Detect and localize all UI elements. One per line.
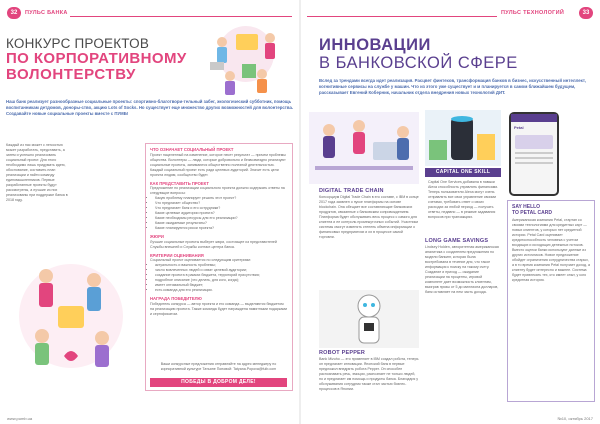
fintech-illustration-icon <box>309 112 419 184</box>
footer-issue: №10, октябрь 2017 <box>557 416 593 421</box>
pepper-title: ROBOT PEPPER <box>319 350 366 356</box>
volunteers-illustration-icon <box>200 24 292 100</box>
list-item: • актуальность и важность проблемы; <box>155 263 287 268</box>
phone-app-name: Petal <box>514 125 524 130</box>
phone-line <box>515 162 553 164</box>
list-item: • Какие целевые аудитории проекта? <box>155 211 287 216</box>
box-text-reward: Победитель конкурса — автор проекта и его команда — выделяются бюджетом на реализацию проекта. Также команда будет награждена памятными подарками и сертификатом. <box>150 301 287 316</box>
list-item: • имеет оптимальный бюджет; <box>155 283 287 288</box>
phone-line <box>515 157 553 159</box>
list-item: • есть команда для его реализации. <box>155 288 287 293</box>
right-page <box>301 0 600 424</box>
box-text-criteria: Социальный проект оценивается по следующим критериям: <box>150 258 251 262</box>
box-heading-present: КАК ПРЕДСТАВИТЬ ПРОЕКТ <box>150 180 209 186</box>
dtc-block <box>319 188 419 240</box>
article-title-line1: ИННОВАЦИИ <box>319 36 431 54</box>
present-questions-list <box>150 196 287 231</box>
list-item: • Какие ожидаемые результаты? <box>155 221 287 226</box>
phone-card <box>515 135 553 149</box>
box-heading-social-project: ЧТО ОЗНАЧАЕТ СОЦИАЛЬНЫЙ ПРОЕКТ <box>150 147 234 152</box>
box-text-social-project: Проект нацеленный на изменение, которое несет результат — причем проблемы общества. Волонтеры — люди, которые добровольно и безвозмездно реализуют социальные проекты, занимаются общественно полезной деятельностью. Каждый социальный проект есть ради целевых аудиторий. Значит есть цели проекта людям, сообщество будет. <box>150 152 286 177</box>
footer-website: www.pumb.ua <box>7 416 33 421</box>
article-title-line1: КОНКУРС ПРОЕКТОВ <box>6 36 150 51</box>
box-text-present: Предложение по реализации социального проекта должно содержать ответы на следующие вопросы: <box>150 186 285 195</box>
section-title: ПУЛЬС ТЕХНОЛОГИЙ <box>501 10 565 16</box>
phone-mockup <box>509 112 559 196</box>
box-heading-jury: ЖЮРИ <box>150 234 164 239</box>
article-title-line3: ВОЛОНТЕРСТВУ <box>6 66 136 83</box>
petal-title-line2: TO PETAL CARD <box>512 210 553 216</box>
box-heading-criteria: КРИТЕРИИ ОЦЕНИВАНИЯ <box>150 252 204 258</box>
header-rule <box>307 16 497 17</box>
criteria-list <box>150 263 287 293</box>
article-lead: Вслед за трендами всегда идет реализация. Расцвет финтехов, трансформация банков в бизнес, искусственный интеллект, когнитивные сервисы на службе у машин. Что из этого уже существует и м планируется в самом ближайшем будущем, рассказывает Евгений Коберник, начальник отдела внедрения новых технологий ДИТ. <box>319 78 586 95</box>
list-item: • Что предлагает банк и его сотрудники? <box>155 206 287 211</box>
lgs-title: LONG GAME SAVINGS <box>425 238 489 244</box>
helping-illustration <box>6 236 136 386</box>
dtc-title: DIGITAL TRADE CHAIN <box>319 188 384 194</box>
good-deeds-banner: ПОБЕДЫ В ДОБРОМ ДЕЛЕ! <box>150 378 287 387</box>
phone-line <box>515 152 553 154</box>
page-number-badge: 33 <box>579 7 593 19</box>
list-item: • Какие необходимы ресурсы для его реализации? <box>155 216 287 221</box>
dtc-text: Консорциум Digital Trade Chain в его составе, с IBM в конце 2017 года заявлен о пуске платформы на основе blockchain. Она обещает все составляющие банковских продуктов, связанные с банковским сопровождением. Платформа будет обслуживать весь процесс с самого для клиента и ее контроль промежуточных событий. Участники системы смогут изменять степень обмена информации о финансовых предприятиях и их в процессе самой торговли. <box>319 195 419 239</box>
left-page <box>0 0 299 424</box>
petal-block <box>512 204 590 283</box>
list-item: • создание проекта в рамках бюджета, территорий присутствия; <box>155 273 287 278</box>
list-item: • Какие планируются риски проекта? <box>155 226 287 231</box>
box-text-jury: Лучшие социальные проекты выберет жюри, состоящее из представителей Службы внешней и Службы контакт-центра банка. <box>150 239 277 249</box>
lgs-text: Lindsey Holden, авторитетная американская аналитика с создателем предложения по модели банкинг, которая была востребована в течение дня, что такое информация к поиску на такому счету. Создание и приход — ожидание реализации на проценты, игровой компонент дает возможность клиентам, выиграв призы от 5 до миллиона долларов, банк оставляет на нем часть дохода. <box>425 245 499 294</box>
capital-one-text: Capital One Services добавила в навыки Alexa способность управлять финансами. Теперь пользователи Alexa могут очень отправлять все свои управление своими счетами, требовать ответ о своих расходах за любой период — получать ответы, недавно — в режиме задавания вопросов при транзакциях. <box>428 180 499 219</box>
volunteers-illustration <box>200 24 292 100</box>
list-item: • Какую проблему планирует решить этот проект? <box>155 196 287 201</box>
list-item: • число вовлеченных людей и охват целевой аудитории; <box>155 268 287 273</box>
lgs-block <box>425 238 499 295</box>
article-title-line2: В БАНКОВСКОЙ СФЕРЕ <box>319 54 518 72</box>
box-heading-reward: НАГРАДА ПОБЕДИТЕЛЮ <box>150 296 202 301</box>
article-lead: Наш банк реализует разнообразные социальные проекты: спортивно-благотвори-тельный забег, экологический субботник, помощь воспитанникам детдомов, доноры-ство, акцию Lots of Socks. Но существует еще множество других возможностей для волонтерства. Создавайте новые социальные проекты вместе с ПУМБ! <box>6 99 294 116</box>
petal-text: Американская компания Petal, стартап со своими технологиями для кредитных карт — новых клиентов, у которых нет кредитной истории. Petal Card оценивает кредитоспособность человека с учетом входящих и исходящих денежных потоков. Вместо оценки банки используют данные из других источников. Новое предложение обойдет ограничения сотрудничества старых, а в то время компания Petal получает доход, а клиенту будет интересно и важнее. Система будет привлекать тех, кто имеет опыт, у кого кредитная история. <box>512 218 590 282</box>
page-number-badge: 32 <box>7 7 21 19</box>
list-item: • подробное описание (что делать, для кого, когда); <box>155 278 287 283</box>
echo-device-icon <box>425 110 501 166</box>
helping-illustration-icon <box>6 236 136 386</box>
contact-text: Ваши конкурсные предложения отправляйте на адрес менеджеру по корпоративной культуре Татьяне Поповой: Tatyana.Popova@fuib.com <box>160 362 277 371</box>
article-title-line2: ПО КОРПОРАТИВНОМУ <box>6 50 187 67</box>
robot-icon <box>319 290 419 348</box>
info-box-content <box>150 147 287 317</box>
pepper-text: Bank Mizuho — это применяет в IBM создал робота, теперь он предлагает инновации. Японский банк в первые предложил внедрять робота Pepper. Он способен распознавать речь, эмоции, распознает не только людей, но и предлагает им помощь и продукты банка. Благодаря у обслуживания сотрудник также стал частью бизнес-процессов в Японии. <box>319 357 419 391</box>
petal-title-line1: SAY HELLO <box>512 204 541 210</box>
capital-one-header: CAPITAL ONE SKILL <box>425 168 501 177</box>
section-title: ПУЛЬС БАНКА <box>25 10 68 16</box>
fintech-illustration <box>309 112 419 184</box>
list-item: • Что предлагает общество? <box>155 201 287 206</box>
header-rule <box>70 16 292 17</box>
robot-pepper-image <box>319 290 419 348</box>
echo-device-image <box>425 110 501 166</box>
pepper-block <box>319 350 419 392</box>
intro-paragraph: Каждый из нас может с легкостью может разработать, представить, а затем и успешно реализовать социальный проект. Для этого необходимо лишь придумать идею, обоснование, составить план реализации и найти команду единомышленников. Первые разработанные проекты будут рассмотрены, а лучшие из них реализованы при поддержке банка в 2018 году. <box>6 143 68 202</box>
phone-header-bar <box>511 114 557 122</box>
